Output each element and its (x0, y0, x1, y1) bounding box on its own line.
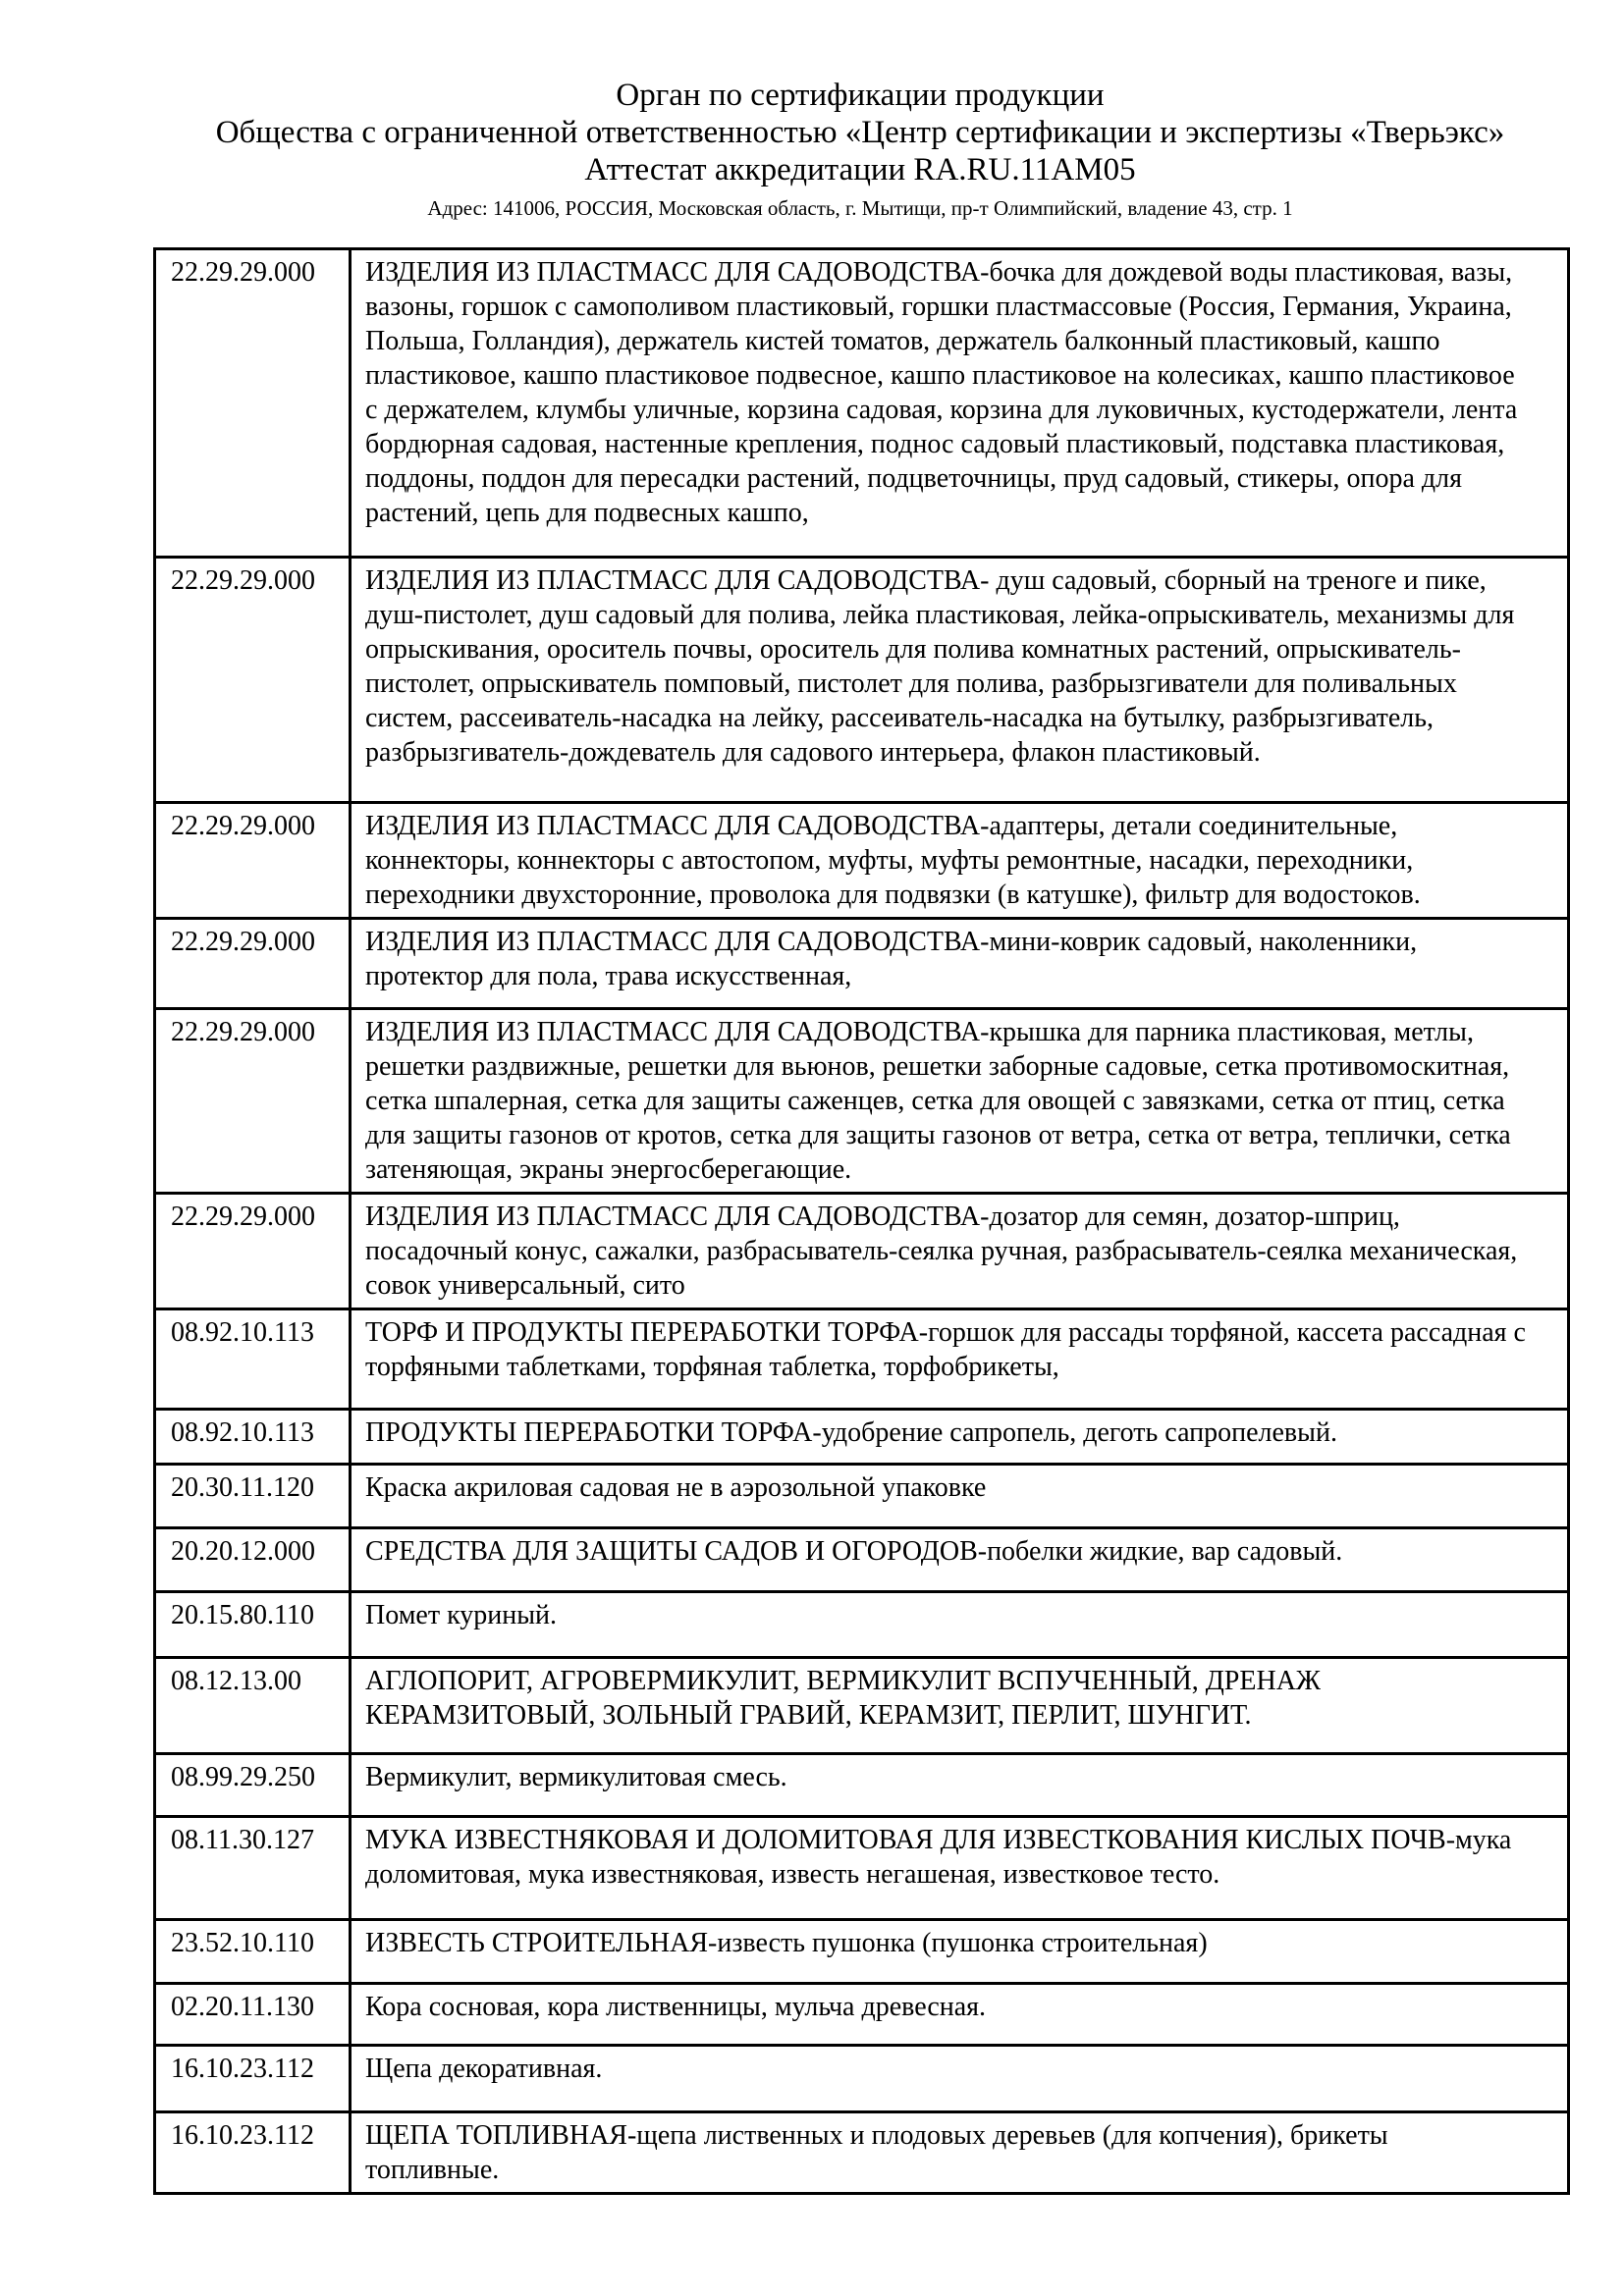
product-description: МУКА ИЗВЕСТНЯКОВАЯ И ДОЛОМИТОВАЯ ДЛЯ ИЗВЕСТКОВАНИЯ КИСЛЫХ ПОЧВ-мука доломитовая, мука известняковая, известь негашеная, известковое тесто. (351, 1817, 1569, 1920)
product-code: 08.12.13.00 (155, 1658, 351, 1754)
product-description: Вермикулит, вермикулитовая смесь. (351, 1754, 1569, 1817)
products-table-body (155, 249, 1569, 2194)
table-row (155, 803, 1569, 919)
product-description: Краска акриловая садовая не в аэрозольной упаковке (351, 1465, 1569, 1528)
product-code: 22.29.29.000 (155, 558, 351, 803)
header-line-accreditation: Аттестат аккредитации RA.RU.11АМ05 (584, 152, 1136, 187)
product-code: 20.20.12.000 (155, 1528, 351, 1592)
product-description: Кора сосновая, кора лиственницы, мульча древесная. (351, 1984, 1569, 2046)
product-code: 22.29.29.000 (155, 1009, 351, 1194)
product-description: АГЛОПОРИТ, АГРОВЕРМИКУЛИТ, ВЕРМИКУЛИТ ВСПУЧЕННЫЙ, ДРЕНАЖ КЕРАМЗИТОВЫЙ, ЗОЛЬНЫЙ ГРАВИЙ, КЕРАМЗИТ, ПЕРЛИТ, ШУНГИТ. (351, 1658, 1569, 1754)
product-description: СРЕДСТВА ДЛЯ ЗАЩИТЫ САДОВ И ОГОРОДОВ-побелки жидкие, вар садовый. (351, 1528, 1569, 1592)
product-code: 08.99.29.250 (155, 1754, 351, 1817)
table-row (155, 1309, 1569, 1410)
table-row (155, 1658, 1569, 1754)
table-row (155, 558, 1569, 803)
product-code: 23.52.10.110 (155, 1920, 351, 1984)
product-code: 16.10.23.112 (155, 2046, 351, 2112)
table-row (155, 2112, 1569, 2194)
header-line-org: Орган по сертификации продукции (616, 78, 1105, 113)
header-address: Адрес: 141006, РОССИЯ, Московская область, г. Мытищи, пр-т Олимпийский, владение 43, стр. 1 (427, 196, 1293, 220)
product-code: 08.92.10.113 (155, 1410, 351, 1465)
table-row (155, 1920, 1569, 1984)
product-code: 08.92.10.113 (155, 1309, 351, 1410)
product-description: ИЗДЕЛИЯ ИЗ ПЛАСТМАСС ДЛЯ САДОВОДСТВА- душ садовый, сборный на треноге и пике, душ-пистолет, душ садовый для полива, лейка пластиковая, лейка-опрыскиватель, механизмы для опрыскивания, ороситель почвы, ороситель для полива комнатных растений, опрыскиватель-пистолет, опрыскиватель помповый, пистолет для полива, разбрызгиватели для поливальных систем, рассеиватель-насадка на лейку, рассеиватель-насадка на бутылку, разбрызгиватель, разбрызгиватель-дождеватель для садового интерьера, флакон пластиковый. (351, 558, 1569, 803)
product-code: 22.29.29.000 (155, 1194, 351, 1309)
table-row (155, 2046, 1569, 2112)
product-description: Помет куриный. (351, 1592, 1569, 1658)
product-description: ИЗДЕЛИЯ ИЗ ПЛАСТМАСС ДЛЯ САДОВОДСТВА-бочка для дождевой воды пластиковая, вазы, вазоны, горшок с самополивом пластиковый, горшки пластмассовые (Россия, Германия, Украина, Польша, Голландия), держатель кистей томатов, держатель балконный пластиковый, кашпо пластиковое, кашпо пластиковое подвесное, кашпо пластиковое на колесиках, кашпо пластиковое с держателем, клумбы уличные, корзина садовая, корзина для луковичных, кустодержатели, лента бордюрная садовая, настенные крепления, поднос садовый пластиковый, подставка пластиковая, поддоны, поддон для пересадки растений, подцветочницы, пруд садовый, стикеры, опора для растений, цепь для подвесных кашпо, (351, 249, 1569, 558)
table-row (155, 1528, 1569, 1592)
product-description: ИЗДЕЛИЯ ИЗ ПЛАСТМАСС ДЛЯ САДОВОДСТВА-дозатор для семян, дозатор-шприц, посадочный конус, сажалки, разбрасыватель-сеялка ручная, разбрасыватель-сеялка механическая, совок универсальный, сито (351, 1194, 1569, 1309)
table-row (155, 1194, 1569, 1309)
product-code: 20.15.80.110 (155, 1592, 351, 1658)
products-table (153, 247, 1570, 2195)
table-row (155, 1009, 1569, 1194)
table-row (155, 1817, 1569, 1920)
product-description: Щепа декоративная. (351, 2046, 1569, 2112)
product-description: ИЗВЕСТЬ СТРОИТЕЛЬНАЯ-известь пушонка (пушонка строительная) (351, 1920, 1569, 1984)
product-code: 08.11.30.127 (155, 1817, 351, 1920)
document-page (153, 0, 1567, 2195)
product-code: 02.20.11.130 (155, 1984, 351, 2046)
header-line-company: Общества с ограниченной ответственностью «Центр сертификации и экспертизы «Тверьэкс» (215, 115, 1505, 150)
product-code: 22.29.29.000 (155, 803, 351, 919)
table-row (155, 1592, 1569, 1658)
product-description: ИЗДЕЛИЯ ИЗ ПЛАСТМАСС ДЛЯ САДОВОДСТВА-мини-коврик садовый, наколенники, протектор для пола, трава искусственная, (351, 919, 1569, 1009)
product-code: 16.10.23.112 (155, 2112, 351, 2194)
product-code: 22.29.29.000 (155, 249, 351, 558)
product-description: ЩЕПА ТОПЛИВНАЯ-щепа лиственных и плодовых деревьев (для копчения), брикеты топливные. (351, 2112, 1569, 2194)
table-row (155, 1410, 1569, 1465)
product-description: ИЗДЕЛИЯ ИЗ ПЛАСТМАСС ДЛЯ САДОВОДСТВА-адаптеры, детали соединительные, коннекторы, коннекторы с автостопом, муфты, муфты ремонтные, насадки, переходники, переходники двухсторонние, проволока для подвязки (в катушке), фильтр для водостоков. (351, 803, 1569, 919)
product-description: ТОРФ И ПРОДУКТЫ ПЕРЕРАБОТКИ ТОРФА-горшок для рассады торфяной, кассета рассадная с торфяными таблетками, торфяная таблетка, торфобрикеты, (351, 1309, 1569, 1410)
table-row (155, 919, 1569, 1009)
product-code: 20.30.11.120 (155, 1465, 351, 1528)
table-row (155, 1754, 1569, 1817)
table-row (155, 1465, 1569, 1528)
product-description: ПРОДУКТЫ ПЕРЕРАБОТКИ ТОРФА-удобрение сапропель, деготь сапропелевый. (351, 1410, 1569, 1465)
table-row (155, 249, 1569, 558)
table-row (155, 1984, 1569, 2046)
product-description: ИЗДЕЛИЯ ИЗ ПЛАСТМАСС ДЛЯ САДОВОДСТВА-крышка для парника пластиковая, метлы, решетки раздвижные, решетки для вьюнов, решетки заборные садовые, сетка противомоскитная, сетка шпалерная, сетка для защиты саженцев, сетка для овощей с завязками, сетка от птиц, сетка для защиты газонов от кротов, сетка для защиты газонов от ветра, сетка от ветра, теплички, сетка затеняющая, экраны энергосберегающие. (351, 1009, 1569, 1194)
product-code: 22.29.29.000 (155, 919, 351, 1009)
document-header (153, 77, 1567, 222)
